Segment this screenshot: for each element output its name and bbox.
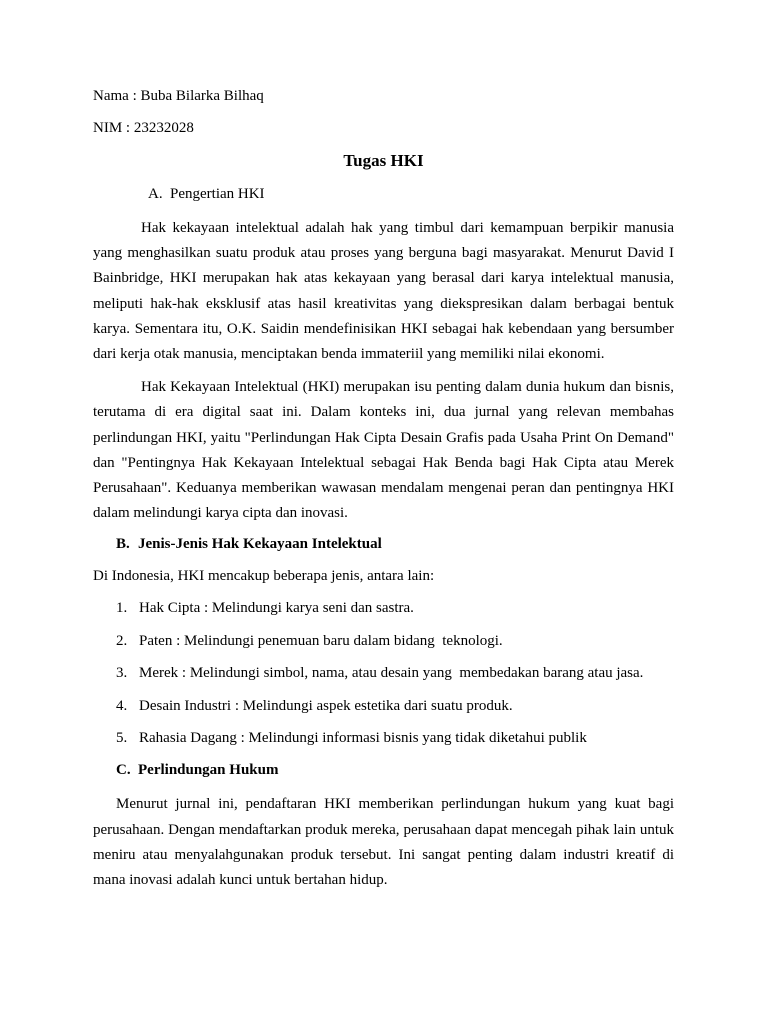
student-name-line: Nama : Buba Bilarka Bilhaq (93, 88, 264, 104)
section-c-heading (93, 760, 674, 780)
list-item-text: Desain Industri : Melindungi aspek estetika dari suatu produk. (139, 697, 513, 714)
list-item (93, 728, 674, 748)
section-a-heading (93, 184, 674, 204)
document-title: Tugas HKI (343, 151, 424, 170)
section-a-marker: A. (148, 186, 163, 202)
list-item (93, 598, 674, 618)
section-b-heading (93, 534, 674, 554)
list-item (93, 631, 674, 651)
list-item-number: 4. (116, 697, 128, 714)
list-item-text: Rahasia Dagang : Melindungi informasi bisnis yang tidak diketahui publik (139, 730, 587, 746)
list-item (93, 696, 674, 716)
section-b-title: Jenis-Jenis Hak Kekayaan Intelektual (138, 536, 382, 553)
list-item-text: Hak Cipta : Melindungi karya seni dan sastra. (139, 600, 414, 617)
section-b-marker: B. (116, 536, 130, 553)
section-a-paragraph-2: Hak Kekayaan Intelektual (HKI) merupakan isu penting dalam dunia hukum dan bisnis, terutama di era digital saat ini. Dalam konteks ini, dua jurnal yang relevan membahas perlindungan HKI, yaitu "Perlindungan Hak Cipta Desain Grafis pada Usaha Print On Demand" dan "Pentingnya Hak Kekayaan Intelektual sebagai Hak Benda bagi Hak Cipta atau Merek Perusahaan". Keduanya memberikan wawasan mendalam mengenai peran dan pentingnya HKI dalam melindungi karya cipta dan inovasi. (93, 379, 674, 522)
list-item-text: Paten : Melindungi penemuan baru dalam bidang teknologi. (139, 632, 503, 649)
section-c-paragraph: Menurut jurnal ini, pendaftaran HKI memberikan perlindungan hukum yang kuat bagi perusahaan. Dengan mendaftarkan produk mereka, perusahaan dapat mencegah pihak lain untuk meniru atau menyalahgunakan produk tersebut. Ini sangat penting dalam industri kreatif di mana inovasi adalah kunci untuk bertahan hidup. (93, 796, 674, 888)
list-item (93, 663, 674, 683)
section-c-title: Perlindungan Hukum (138, 762, 279, 779)
list-item-number: 2. (116, 632, 128, 649)
list-item-text: Merek : Melindungi simbol, nama, atau desain yang membedakan barang atau jasa. (139, 665, 644, 682)
section-b-intro: Di Indonesia, HKI mencakup beberapa jenis, antara lain: (93, 568, 435, 585)
student-nim-line: NIM : 23232028 (93, 120, 194, 136)
list-item-number: 5. (116, 730, 128, 746)
list-item-number: 3. (116, 665, 128, 682)
document-page (93, 86, 674, 901)
section-a-paragraph-1: Hak kekayaan intelektual adalah hak yang timbul dari kemampuan berpikir manusia yang menghasilkan suatu produk atau proses yang berguna bagi masyarakat. Menurut David I Bainbridge, HKI merupakan hak atas kekayaan yang berasal dari karya intelektual manusia, meliputi hak-hak eksklusif atas hasil kreativitas yang diekspresikan dalam berbagai bentuk karya. Sementara itu, O.K. Saidin mendefinisikan HKI sebagai hak kebendaan yang bersumber dari kerja otak manusia, menciptakan benda immateriil yang memiliki nilai ekonomi. (93, 220, 674, 363)
section-a-title: Pengertian HKI (170, 186, 265, 202)
section-c-marker: C. (116, 762, 131, 779)
list-item-number: 1. (116, 600, 128, 617)
